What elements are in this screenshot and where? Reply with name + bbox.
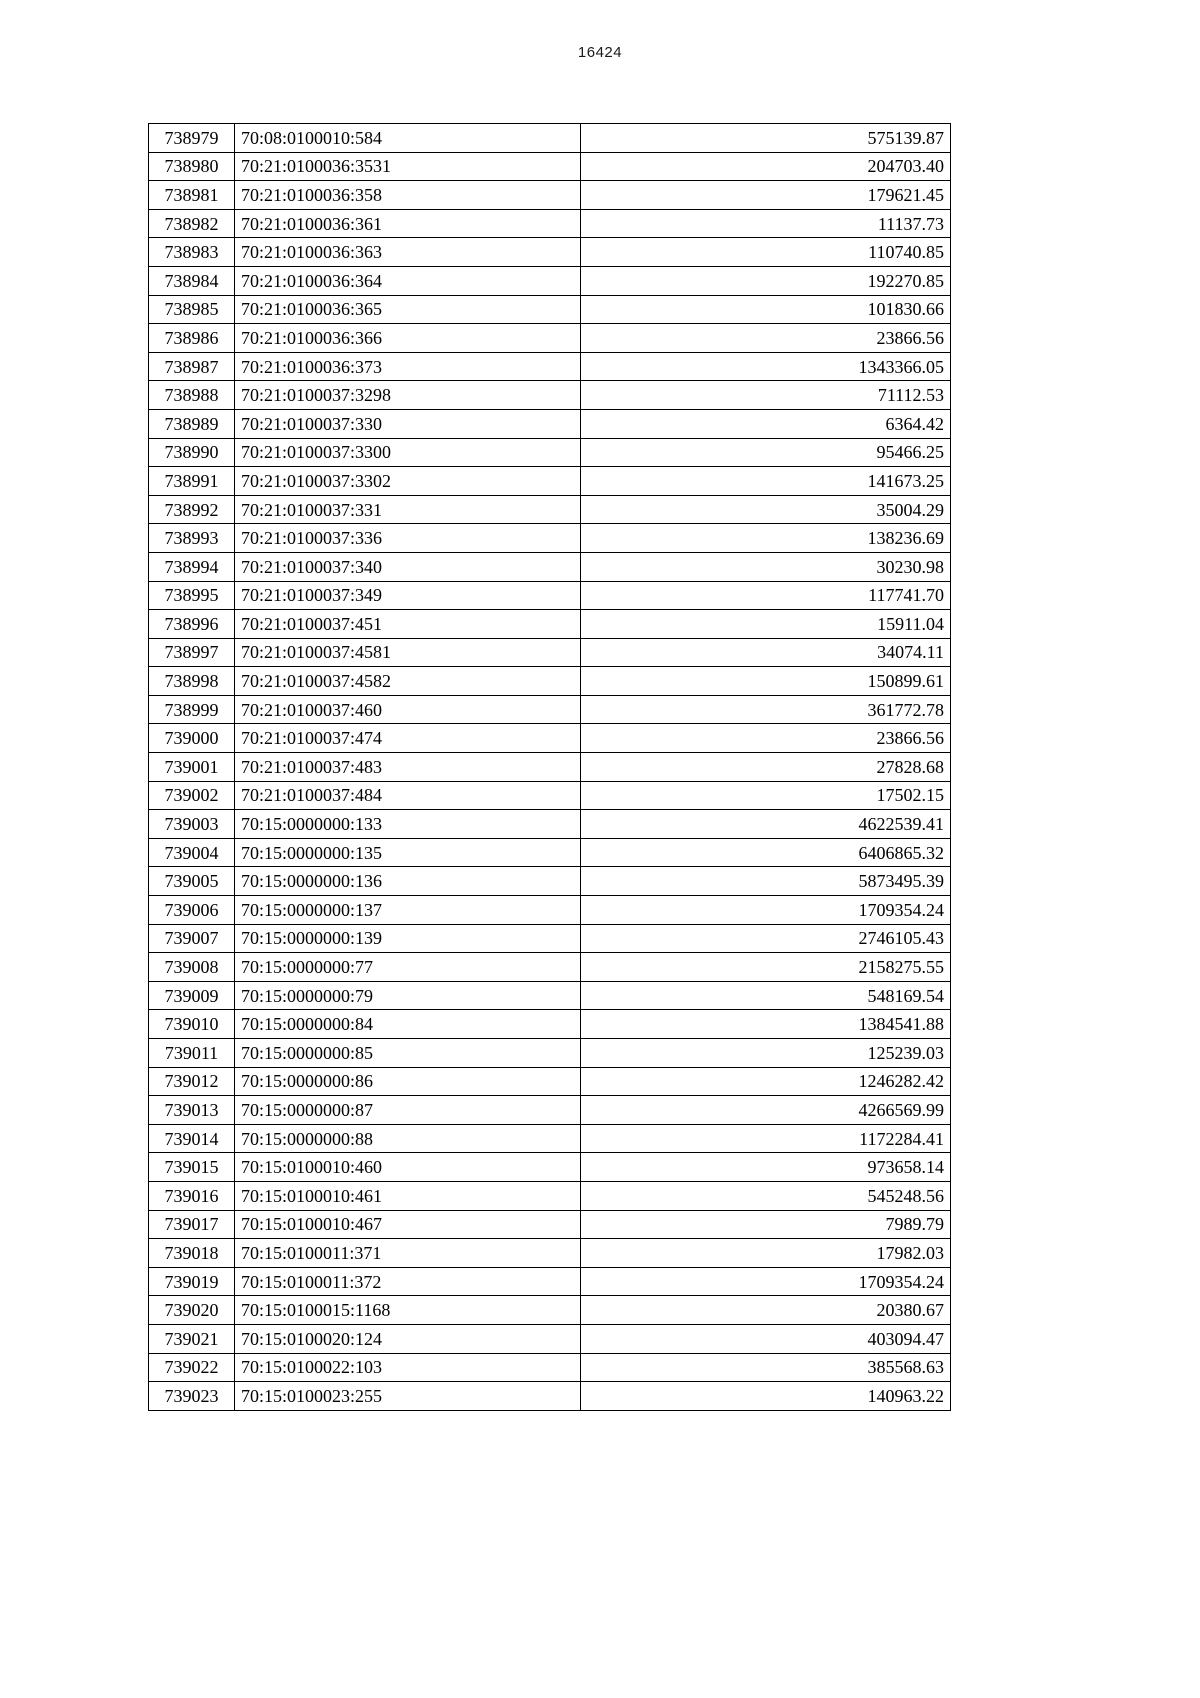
cell-amount: 575139.87 [581, 124, 951, 153]
cell-record-id: 738992 [149, 495, 235, 524]
cell-cadastral-code: 70:15:0100010:461 [235, 1181, 581, 1210]
cell-cadastral-code: 70:21:0100036:373 [235, 352, 581, 381]
cell-record-id: 738987 [149, 352, 235, 381]
cell-amount: 973658.14 [581, 1153, 951, 1182]
table-row [149, 581, 951, 610]
cell-amount: 117741.70 [581, 581, 951, 610]
cell-amount: 150899.61 [581, 667, 951, 696]
cell-amount: 71112.53 [581, 381, 951, 410]
cell-record-id: 739006 [149, 896, 235, 925]
cell-amount: 1172284.41 [581, 1124, 951, 1153]
cell-cadastral-code: 70:21:0100037:4582 [235, 667, 581, 696]
cell-record-id: 739018 [149, 1239, 235, 1268]
cell-cadastral-code: 70:15:0000000:86 [235, 1067, 581, 1096]
table-row [149, 867, 951, 896]
cell-record-id: 738981 [149, 181, 235, 210]
cell-record-id: 739009 [149, 981, 235, 1010]
cell-cadastral-code: 70:15:0000000:77 [235, 953, 581, 982]
cell-cadastral-code: 70:15:0000000:87 [235, 1096, 581, 1125]
cell-record-id: 739013 [149, 1096, 235, 1125]
cell-amount: 1384541.88 [581, 1010, 951, 1039]
cell-cadastral-code: 70:15:0100010:460 [235, 1153, 581, 1182]
cell-cadastral-code: 70:21:0100037:460 [235, 695, 581, 724]
table-row [149, 209, 951, 238]
cell-record-id: 739010 [149, 1010, 235, 1039]
data-table [148, 123, 951, 1411]
table-row [149, 1296, 951, 1325]
table-row [149, 753, 951, 782]
cell-record-id: 739005 [149, 867, 235, 896]
cell-record-id: 739015 [149, 1153, 235, 1182]
table-row [149, 438, 951, 467]
table-row [149, 981, 951, 1010]
cell-amount: 545248.56 [581, 1181, 951, 1210]
cell-record-id: 738989 [149, 409, 235, 438]
cell-amount: 2158275.55 [581, 953, 951, 982]
cell-cadastral-code: 70:15:0000000:133 [235, 810, 581, 839]
cell-amount: 6406865.32 [581, 838, 951, 867]
cell-cadastral-code: 70:21:0100036:361 [235, 209, 581, 238]
cell-record-id: 738982 [149, 209, 235, 238]
cell-record-id: 738988 [149, 381, 235, 410]
cell-amount: 27828.68 [581, 753, 951, 782]
table-row [149, 1324, 951, 1353]
cell-record-id: 739008 [149, 953, 235, 982]
cell-record-id: 738995 [149, 581, 235, 610]
cell-record-id: 739000 [149, 724, 235, 753]
page-number: 16424 [577, 44, 623, 61]
cell-record-id: 739017 [149, 1210, 235, 1239]
cell-cadastral-code: 70:21:0100036:3531 [235, 152, 581, 181]
table-row [149, 610, 951, 639]
cell-cadastral-code: 70:15:0100010:467 [235, 1210, 581, 1239]
cell-cadastral-code: 70:21:0100036:365 [235, 295, 581, 324]
cell-cadastral-code: 70:21:0100036:366 [235, 324, 581, 353]
table-row [149, 295, 951, 324]
cell-cadastral-code: 70:21:0100037:340 [235, 552, 581, 581]
table-row [149, 352, 951, 381]
cell-record-id: 739002 [149, 781, 235, 810]
cell-record-id: 739022 [149, 1353, 235, 1382]
cell-cadastral-code: 70:21:0100037:336 [235, 524, 581, 553]
cell-record-id: 738991 [149, 467, 235, 496]
table-row [149, 1239, 951, 1268]
cell-cadastral-code: 70:15:0000000:88 [235, 1124, 581, 1153]
table-row [149, 953, 951, 982]
table-row [149, 1124, 951, 1153]
cell-amount: 17982.03 [581, 1239, 951, 1268]
cell-cadastral-code: 70:08:0100010:584 [235, 124, 581, 153]
cell-amount: 179621.45 [581, 181, 951, 210]
table-row [149, 896, 951, 925]
cell-amount: 204703.40 [581, 152, 951, 181]
cell-cadastral-code: 70:21:0100036:358 [235, 181, 581, 210]
cell-cadastral-code: 70:21:0100037:3302 [235, 467, 581, 496]
table-row [149, 409, 951, 438]
cell-record-id: 739007 [149, 924, 235, 953]
table-body [149, 124, 951, 1411]
table-row [149, 181, 951, 210]
cell-record-id: 738998 [149, 667, 235, 696]
table-row [149, 152, 951, 181]
table-row [149, 1067, 951, 1096]
table-row [149, 810, 951, 839]
cell-cadastral-code: 70:15:0100023:255 [235, 1382, 581, 1411]
table-row [149, 667, 951, 696]
cell-record-id: 739012 [149, 1067, 235, 1096]
cell-cadastral-code: 70:15:0000000:135 [235, 838, 581, 867]
cell-record-id: 738994 [149, 552, 235, 581]
cell-amount: 4622539.41 [581, 810, 951, 839]
cell-amount: 95466.25 [581, 438, 951, 467]
cell-record-id: 739021 [149, 1324, 235, 1353]
cell-record-id: 739011 [149, 1039, 235, 1068]
cell-record-id: 738993 [149, 524, 235, 553]
cell-amount: 548169.54 [581, 981, 951, 1010]
table-row [149, 495, 951, 524]
cell-cadastral-code: 70:21:0100037:451 [235, 610, 581, 639]
cell-cadastral-code: 70:15:0100020:124 [235, 1324, 581, 1353]
table-row [149, 467, 951, 496]
table-row [149, 838, 951, 867]
cell-cadastral-code: 70:15:0000000:79 [235, 981, 581, 1010]
table-row [149, 1039, 951, 1068]
cell-cadastral-code: 70:15:0000000:136 [235, 867, 581, 896]
cell-amount: 125239.03 [581, 1039, 951, 1068]
cell-amount: 2746105.43 [581, 924, 951, 953]
cell-amount: 30230.98 [581, 552, 951, 581]
table-row [149, 924, 951, 953]
table-row [149, 695, 951, 724]
cell-record-id: 739004 [149, 838, 235, 867]
cell-cadastral-code: 70:21:0100037:483 [235, 753, 581, 782]
cell-amount: 6364.42 [581, 409, 951, 438]
cell-cadastral-code: 70:21:0100037:3298 [235, 381, 581, 410]
cell-cadastral-code: 70:21:0100037:330 [235, 409, 581, 438]
cell-amount: 403094.47 [581, 1324, 951, 1353]
cell-amount: 23866.56 [581, 724, 951, 753]
cell-record-id: 739016 [149, 1181, 235, 1210]
table-row [149, 1153, 951, 1182]
cell-record-id: 739014 [149, 1124, 235, 1153]
cell-record-id: 739020 [149, 1296, 235, 1325]
cell-record-id: 738996 [149, 610, 235, 639]
cell-cadastral-code: 70:21:0100036:363 [235, 238, 581, 267]
cell-amount: 110740.85 [581, 238, 951, 267]
cell-cadastral-code: 70:15:0100015:1168 [235, 1296, 581, 1325]
cell-amount: 1709354.24 [581, 1267, 951, 1296]
table-row [149, 1353, 951, 1382]
cell-amount: 34074.11 [581, 638, 951, 667]
cell-record-id: 739001 [149, 753, 235, 782]
table-row [149, 1382, 951, 1411]
table-row [149, 552, 951, 581]
cell-cadastral-code: 70:21:0100037:474 [235, 724, 581, 753]
cell-amount: 20380.67 [581, 1296, 951, 1325]
cell-amount: 5873495.39 [581, 867, 951, 896]
cell-record-id: 738979 [149, 124, 235, 153]
cell-amount: 4266569.99 [581, 1096, 951, 1125]
cell-amount: 361772.78 [581, 695, 951, 724]
table-row [149, 324, 951, 353]
cell-cadastral-code: 70:21:0100037:349 [235, 581, 581, 610]
table-row [149, 124, 951, 153]
cell-record-id: 738997 [149, 638, 235, 667]
cell-record-id: 738980 [149, 152, 235, 181]
table-row [149, 1181, 951, 1210]
cell-cadastral-code: 70:21:0100037:3300 [235, 438, 581, 467]
cell-amount: 138236.69 [581, 524, 951, 553]
table-row [149, 781, 951, 810]
cell-cadastral-code: 70:15:0100022:103 [235, 1353, 581, 1382]
cell-record-id: 738984 [149, 266, 235, 295]
cell-amount: 17502.15 [581, 781, 951, 810]
cell-cadastral-code: 70:15:0000000:139 [235, 924, 581, 953]
cell-cadastral-code: 70:15:0100011:372 [235, 1267, 581, 1296]
cell-record-id: 739003 [149, 810, 235, 839]
table-row [149, 1096, 951, 1125]
cell-cadastral-code: 70:21:0100037:331 [235, 495, 581, 524]
cell-amount: 101830.66 [581, 295, 951, 324]
cell-record-id: 738990 [149, 438, 235, 467]
cell-cadastral-code: 70:21:0100036:364 [235, 266, 581, 295]
cell-cadastral-code: 70:15:0000000:85 [235, 1039, 581, 1068]
cell-amount: 15911.04 [581, 610, 951, 639]
cell-cadastral-code: 70:15:0000000:84 [235, 1010, 581, 1039]
cell-amount: 140963.22 [581, 1382, 951, 1411]
cell-amount: 1246282.42 [581, 1067, 951, 1096]
cell-cadastral-code: 70:21:0100037:4581 [235, 638, 581, 667]
cell-record-id: 738983 [149, 238, 235, 267]
cell-amount: 1343366.05 [581, 352, 951, 381]
cell-record-id: 738985 [149, 295, 235, 324]
table-row [149, 381, 951, 410]
table-row [149, 1267, 951, 1296]
table-row [149, 524, 951, 553]
cell-amount: 11137.73 [581, 209, 951, 238]
table-row [149, 1010, 951, 1039]
cell-record-id: 739023 [149, 1382, 235, 1411]
cell-amount: 7989.79 [581, 1210, 951, 1239]
cell-cadastral-code: 70:15:0000000:137 [235, 896, 581, 925]
cell-amount: 1709354.24 [581, 896, 951, 925]
cell-amount: 35004.29 [581, 495, 951, 524]
table-row [149, 1210, 951, 1239]
cell-record-id: 739019 [149, 1267, 235, 1296]
cell-cadastral-code: 70:15:0100011:371 [235, 1239, 581, 1268]
table-row [149, 724, 951, 753]
cell-record-id: 738999 [149, 695, 235, 724]
cell-record-id: 738986 [149, 324, 235, 353]
cell-amount: 141673.25 [581, 467, 951, 496]
table-row [149, 638, 951, 667]
cell-amount: 192270.85 [581, 266, 951, 295]
cell-cadastral-code: 70:21:0100037:484 [235, 781, 581, 810]
table-row [149, 238, 951, 267]
table-row [149, 266, 951, 295]
cell-amount: 385568.63 [581, 1353, 951, 1382]
cell-amount: 23866.56 [581, 324, 951, 353]
